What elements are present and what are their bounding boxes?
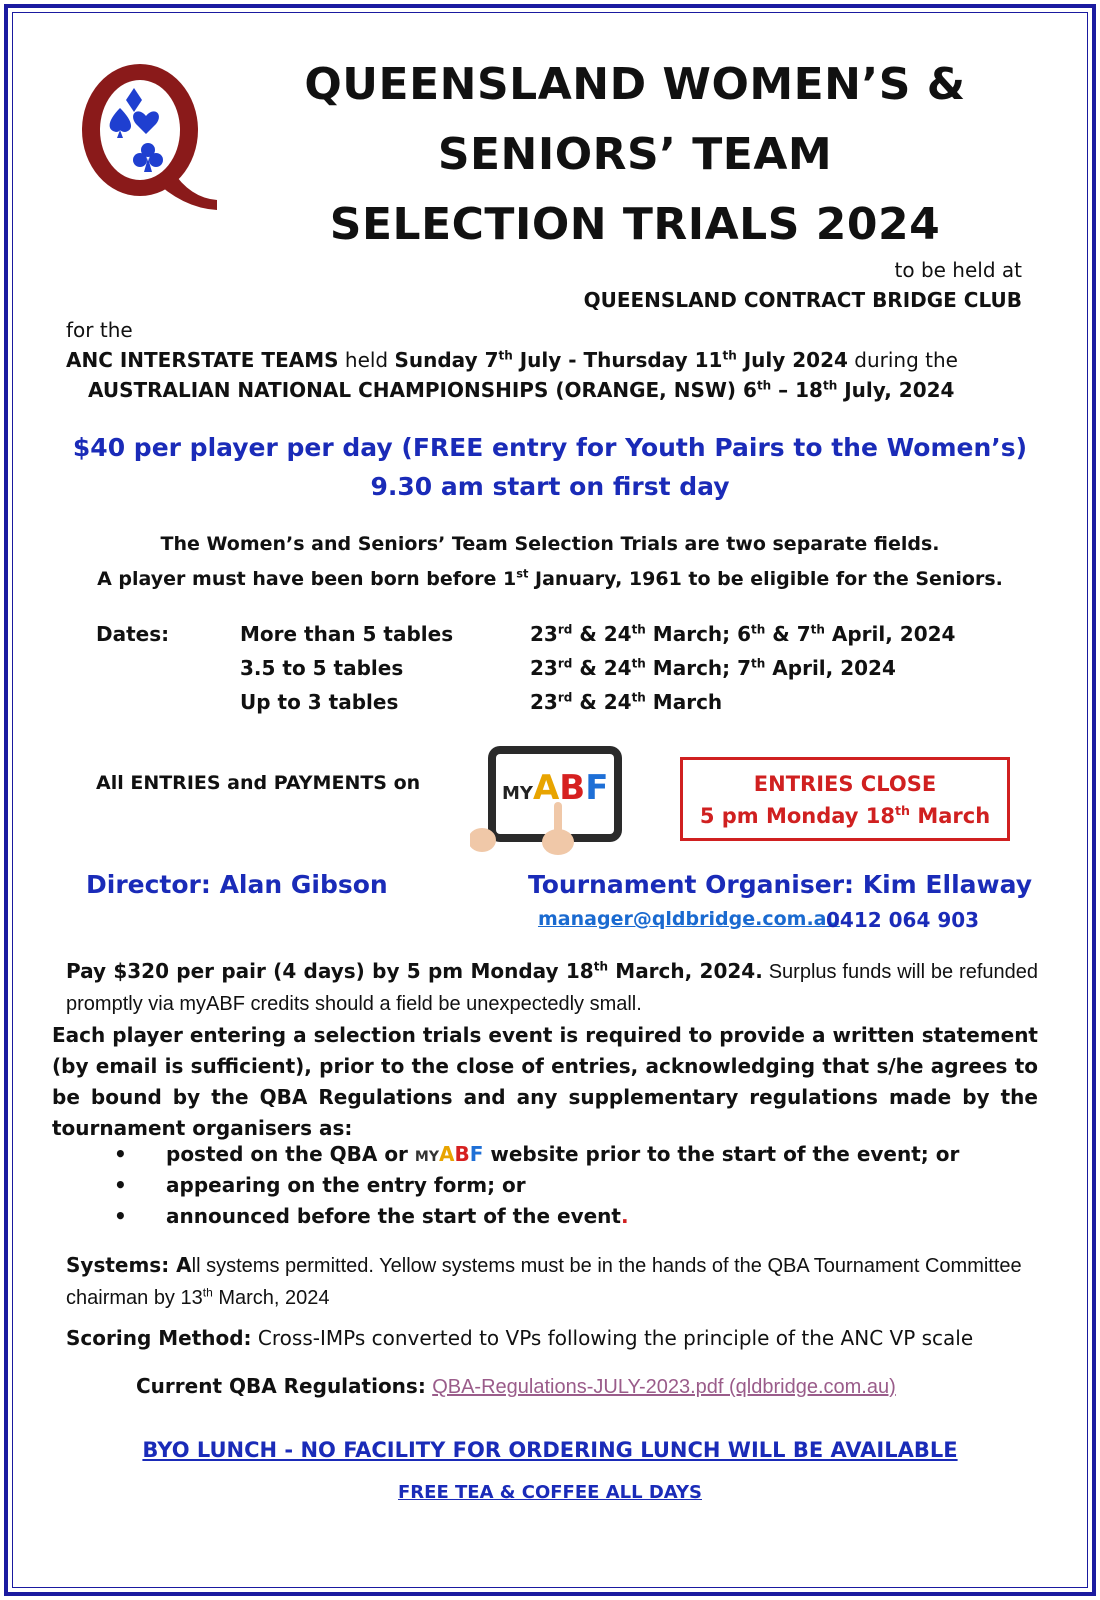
- title-line-1: QUEENSLAND WOMEN’S &: [304, 59, 966, 110]
- organiser-name: Tournament Organiser: Kim Ellaway: [528, 870, 1033, 899]
- director-name: Director: Alan Gibson: [86, 870, 388, 899]
- fee-line: $40 per player per day (FREE entry for Youth Pairs to the Women’s): [72, 433, 1028, 462]
- dates-row-2-dates: 23rd & 24th March; 7th April, 2024: [530, 656, 896, 680]
- scoring-line: Scoring Method: Cross-IMPs converted to VPs following the principle of the ANC VP scale: [66, 1326, 974, 1350]
- dates-row-1-dates: 23rd & 24th March; 6th & 7th April, 2024: [530, 622, 956, 646]
- event-line: [66, 348, 1046, 372]
- myabf-my: MY: [502, 783, 533, 804]
- dates-row-2-tables: 3.5 to 5 tables: [240, 656, 404, 680]
- for-the-text: for the: [66, 318, 133, 342]
- organiser-email-link[interactable]: manager@qldbridge.com.au: [538, 908, 841, 930]
- championships-line: AUSTRALIAN NATIONAL CHAMPIONSHIPS (ORANGE, NSW) 6th – 18th July, 2024: [88, 378, 955, 402]
- anc-teams: ANC INTERSTATE TEAMS: [66, 348, 339, 372]
- entries-label: All ENTRIES and PAYMENTS on: [96, 772, 421, 794]
- statement-bullets: [114, 1142, 1014, 1235]
- title-line-2: SENIORS’ TEAM: [437, 129, 833, 180]
- start-time-line: 9.30 am start on first day: [370, 472, 730, 501]
- free-tea-notice: FREE TEA & COFFEE ALL DAYS: [398, 1482, 702, 1503]
- bullet-2: • appearing on the entry form; or: [114, 1173, 1014, 1204]
- dates-row-3-tables: Up to 3 tables: [240, 690, 399, 714]
- q-logo: [72, 58, 222, 218]
- entries-close-title: ENTRIES CLOSE: [753, 772, 937, 796]
- regulations-link[interactable]: QBA-Regulations-JULY-2023.pdf (qldbridge.com.au): [432, 1376, 896, 1398]
- bullet-1: • posted on the QBA or MYABF website prior to the start of the event; or: [114, 1142, 1014, 1173]
- held-word: held: [344, 348, 389, 372]
- dates-row-1-tables: More than 5 tables: [240, 622, 454, 646]
- myabf-logo[interactable]: MYABF: [470, 742, 640, 857]
- title-line-3: SELECTION TRIALS 2024: [329, 199, 941, 250]
- during-word: during the: [854, 348, 958, 372]
- entries-close-date: 5 pm Monday 18th March: [699, 803, 991, 828]
- page-title: [230, 50, 1040, 260]
- seniors-eligibility-line: A player must have been born before 1st January, 1961 to be eligible for the Seniors.: [97, 566, 1003, 590]
- organiser-phone: 0412 064 903: [826, 908, 980, 932]
- entries-close-box: [680, 757, 1010, 841]
- regulations-line: Current QBA Regulations: QBA-Regulations-JULY-2023.pdf (qldbridge.com.au): [136, 1374, 896, 1398]
- dates-row-3-dates: 23rd & 24th March: [530, 690, 723, 714]
- byo-lunch-notice: BYO LUNCH - NO FACILITY FOR ORDERING LUNCH WILL BE AVAILABLE: [142, 1438, 958, 1462]
- fields-line: The Women’s and Seniors’ Team Selection Trials are two separate fields.: [160, 533, 940, 555]
- payment-paragraph: Pay $320 per pair (4 days) by 5 pm Monday 18th March, 2024. Surplus funds will be refunded promptly via myABF credits should a field be unexpectedly small.: [66, 959, 1038, 1015]
- held-at-text: to be held at: [894, 258, 1022, 282]
- event-dates: Sunday 7th July - Thursday 11th July 2024: [394, 348, 848, 372]
- statement-paragraph: Each player entering a selection trials event is required to provide a written statement (by email is sufficient), prior to the close of entries, acknowledging that s/he agrees to be bound by the QBA Regulations and any supplementary regulations made by the tournament organisers as:: [52, 1023, 1038, 1140]
- bullet-3: • announced before the start of the event.: [114, 1204, 1014, 1235]
- venue-text: QUEENSLAND CONTRACT BRIDGE CLUB: [583, 288, 1022, 312]
- dates-label: Dates:: [96, 622, 170, 646]
- systems-paragraph: Systems: All systems permitted. Yellow systems must be in the hands of the QBA Tournament Committee chairman by 13th March, 2024: [66, 1253, 1022, 1309]
